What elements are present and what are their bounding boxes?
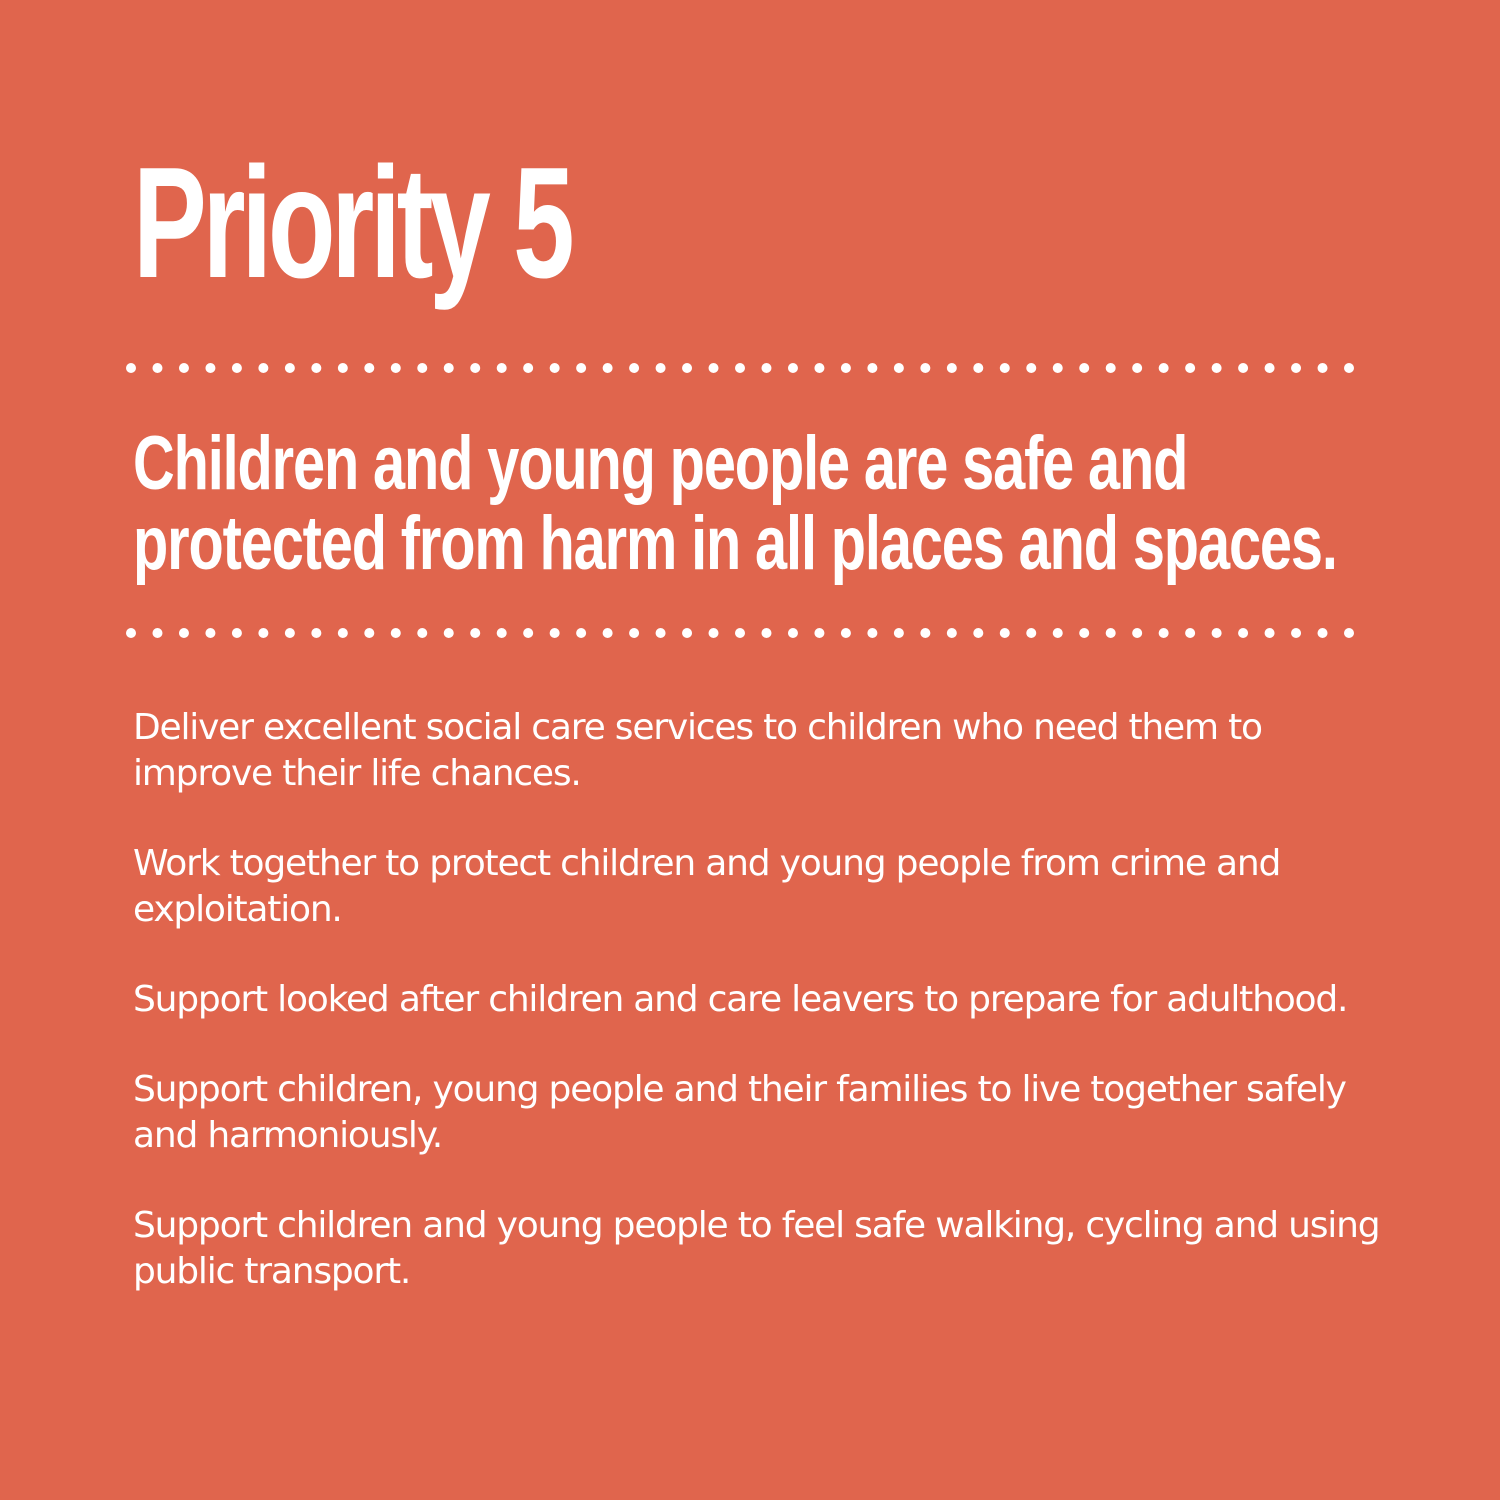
divider-dot — [1265, 363, 1275, 373]
divider-dot — [920, 628, 930, 638]
list-item: Support looked after children and care leavers to prepare for adulthood. — [133, 979, 1348, 1020]
divider-dot — [258, 628, 268, 638]
divider-dot — [1318, 628, 1328, 638]
divider-dot — [656, 363, 666, 373]
divider-dot — [126, 628, 136, 638]
priority-actions-list — [133, 705, 1393, 1339]
divider-dot — [523, 363, 533, 373]
divider-dot — [682, 628, 692, 638]
divider-dot — [576, 363, 586, 373]
divider-dot — [152, 628, 162, 638]
divider-dot — [1132, 628, 1142, 638]
divider-dot — [841, 363, 851, 373]
divider-dot — [735, 363, 745, 373]
priority-statement-line-2: protected from harm in all places and spaces. — [133, 501, 1337, 586]
divider-dot — [656, 628, 666, 638]
divider-dot — [709, 628, 719, 638]
divider-dot — [1185, 363, 1195, 373]
divider-dot — [550, 628, 560, 638]
divider-dot — [311, 363, 321, 373]
list-item: Support children and young people to feel safe walking, cycling and using public transport. — [133, 1205, 1380, 1292]
divider-dot — [629, 628, 639, 638]
page-title: Priority 5 — [133, 135, 571, 311]
divider-dot — [788, 363, 798, 373]
divider-dot — [550, 363, 560, 373]
divider-dot — [1053, 363, 1063, 373]
list-item: Deliver excellent social care services to children who need them to improve their life chances. — [133, 707, 1262, 794]
divider-dot — [867, 628, 877, 638]
divider-dot — [1106, 628, 1116, 638]
divider-dot — [576, 628, 586, 638]
divider-dot — [841, 628, 851, 638]
divider-dot — [867, 363, 877, 373]
divider-dot — [311, 628, 321, 638]
divider-dot — [1212, 363, 1222, 373]
divider-dot — [814, 628, 824, 638]
divider-dot — [444, 363, 454, 373]
divider-dot — [1053, 628, 1063, 638]
divider-dot — [1000, 628, 1010, 638]
divider-dot — [1132, 363, 1142, 373]
divider-dot — [1026, 363, 1036, 373]
divider-dot — [973, 363, 983, 373]
divider-dot — [285, 628, 295, 638]
divider-dot — [285, 363, 295, 373]
divider-dot — [1344, 363, 1354, 373]
divider-dot — [417, 363, 427, 373]
divider-dot — [205, 363, 215, 373]
dotted-divider-bottom — [124, 626, 1356, 640]
divider-dot — [761, 363, 771, 373]
divider-dot — [1000, 363, 1010, 373]
divider-dot — [179, 628, 189, 638]
divider-dot — [126, 363, 136, 373]
priority-statement — [133, 421, 1337, 586]
divider-dot — [1026, 628, 1036, 638]
divider-dot — [205, 628, 215, 638]
divider-dot — [920, 363, 930, 373]
divider-dot — [761, 628, 771, 638]
divider-dot — [258, 363, 268, 373]
divider-dot — [1079, 363, 1089, 373]
divider-dot — [603, 363, 613, 373]
divider-dot — [470, 628, 480, 638]
divider-dot — [444, 628, 454, 638]
divider-dot — [338, 628, 348, 638]
divider-dot — [232, 628, 242, 638]
divider-dot — [1079, 628, 1089, 638]
divider-dot — [682, 363, 692, 373]
divider-dot — [1159, 628, 1169, 638]
divider-dot — [973, 628, 983, 638]
divider-dot — [1291, 628, 1301, 638]
divider-dot — [497, 628, 507, 638]
divider-dot — [947, 628, 957, 638]
divider-dot — [894, 363, 904, 373]
divider-dot — [814, 363, 824, 373]
divider-dot — [497, 363, 507, 373]
divider-dot — [364, 363, 374, 373]
divider-dot — [735, 628, 745, 638]
divider-dot — [1238, 363, 1248, 373]
divider-dot — [629, 363, 639, 373]
divider-dot — [1212, 628, 1222, 638]
divider-dot — [232, 363, 242, 373]
dotted-divider-top — [124, 361, 1356, 375]
divider-dot — [603, 628, 613, 638]
divider-dot — [1106, 363, 1116, 373]
list-item: Support children, young people and their families to live together safely and harmoniously. — [133, 1069, 1346, 1156]
divider-dot — [179, 363, 189, 373]
list-item: Work together to protect children and young people from crime and exploitation. — [133, 843, 1281, 930]
divider-dot — [947, 363, 957, 373]
divider-dot — [1185, 628, 1195, 638]
divider-dot — [1291, 363, 1301, 373]
divider-dot — [1238, 628, 1248, 638]
divider-dot — [1159, 363, 1169, 373]
divider-dot — [788, 628, 798, 638]
divider-dot — [417, 628, 427, 638]
divider-dot — [152, 363, 162, 373]
divider-dot — [364, 628, 374, 638]
divider-dot — [470, 363, 480, 373]
priority-statement-line-1: Children and young people are safe and — [133, 421, 1188, 506]
divider-dot — [894, 628, 904, 638]
divider-dot — [391, 363, 401, 373]
divider-dot — [1318, 363, 1328, 373]
divider-dot — [338, 363, 348, 373]
divider-dot — [709, 363, 719, 373]
divider-dot — [523, 628, 533, 638]
divider-dot — [391, 628, 401, 638]
divider-dot — [1265, 628, 1275, 638]
divider-dot — [1344, 628, 1354, 638]
